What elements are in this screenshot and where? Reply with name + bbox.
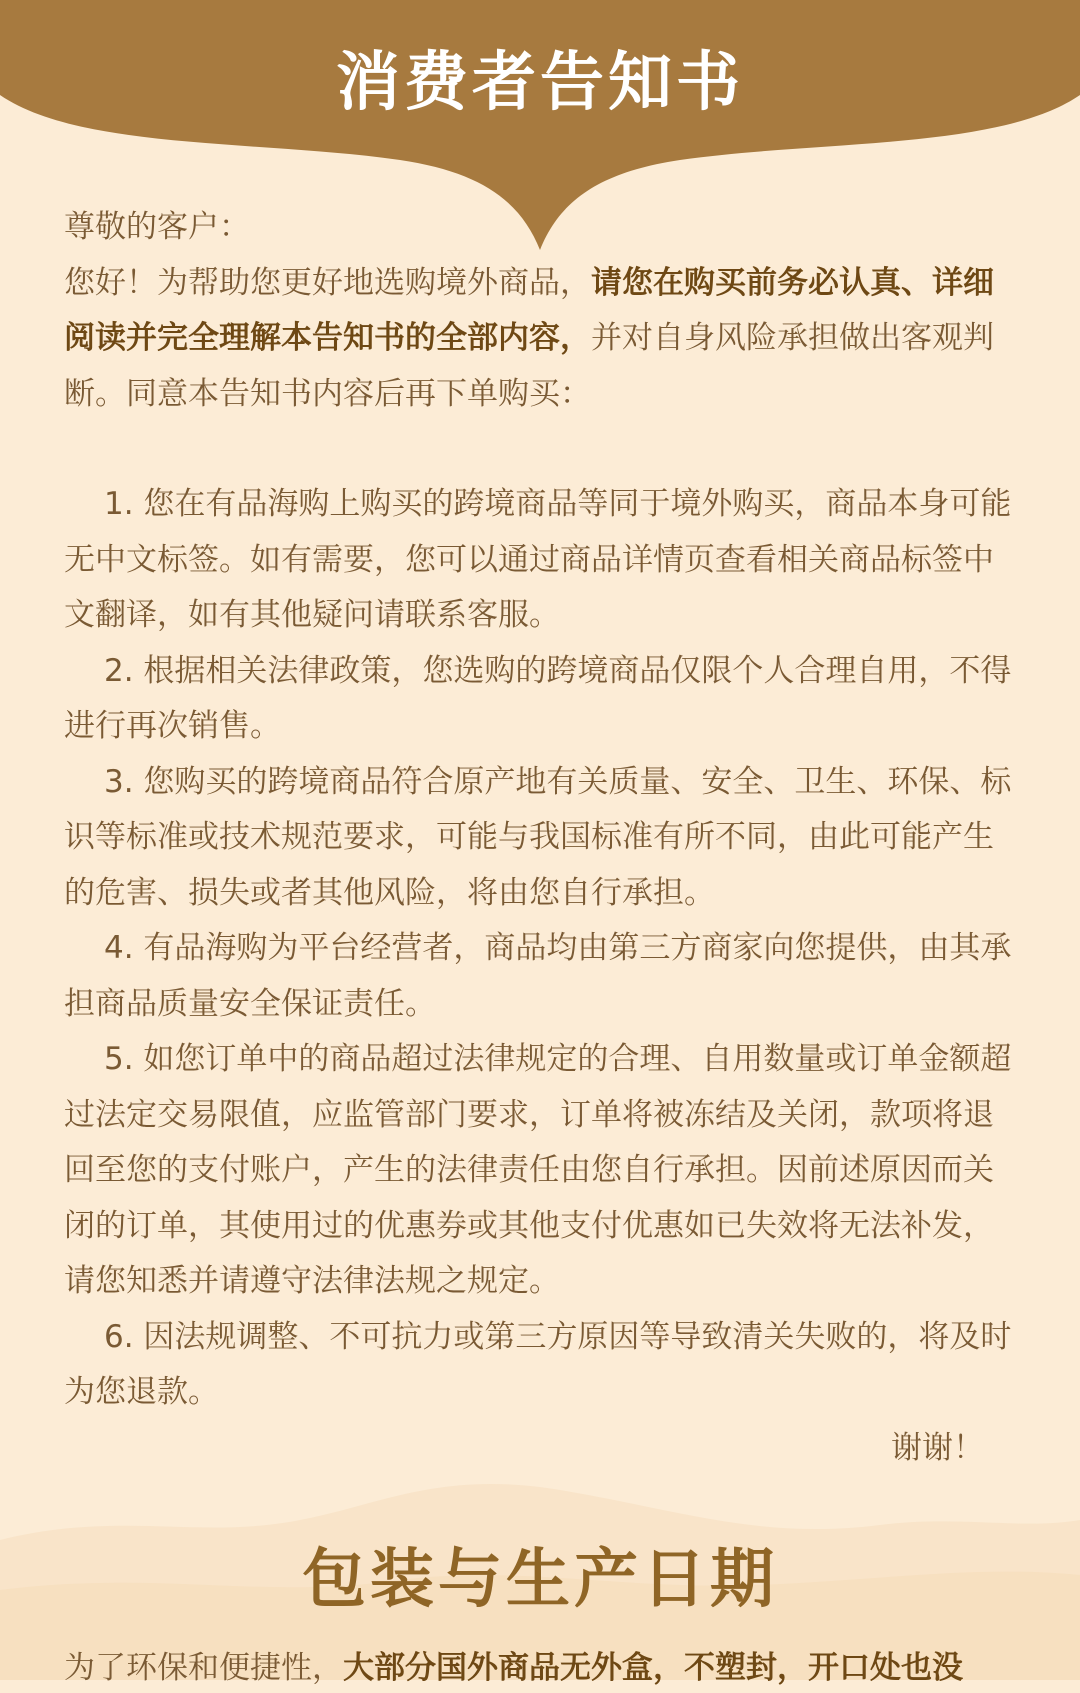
intro-paragraph bbox=[64, 256, 1024, 423]
notice-title: 消费者告知书 bbox=[336, 46, 744, 120]
packaging-section-title: 包装与生产日期 bbox=[302, 1543, 778, 1617]
packaging-intro-text: 为了环保和便捷性， bbox=[64, 1650, 343, 1686]
notice-body bbox=[64, 200, 1024, 1476]
notice-item-4: 4. 有品海购为平台经营者，商品均由第三方商家向您提供，由其承担商品质量安全保证责任。 bbox=[64, 930, 1012, 1022]
intro-text-1: 您好！为帮助您更好地选购境外商品， bbox=[64, 264, 591, 301]
notice-item-3: 3. 您购买的跨境商品符合原产地有关质量、安全、卫生、环保、标识等标准或技术规范要求，可能与我国标准有所不同，由此可能产生的危害、损失或者其他风险，将由您自行承担。 bbox=[64, 763, 1012, 911]
closing-thanks: 谢谢！ bbox=[891, 1429, 984, 1466]
intro-bold-text: 请您在购买前务必认真、详细阅读并完全理解本告知书的全部内容， bbox=[64, 264, 994, 356]
notice-item-1: 1. 您在有品海购上购买的跨境商品等同于境外购买，商品本身可能无中文标签。如有需要，您可以通过商品详情页查看相关商品标签中文翻译，如有其他疑问请联系客服。 bbox=[64, 486, 1012, 633]
greeting: 尊敬的客户： bbox=[64, 209, 250, 245]
notice-item-6: 6. 因法规调整、不可抗力或第三方原因等导致清关失败的，将及时为您退款。 bbox=[64, 1318, 1012, 1410]
intro-text-2: 并对自身风险承担做出客观判断。同意本告知书内容后再下单购买： bbox=[64, 320, 994, 412]
notice-item-2: 2. 根据相关法律政策，您选购的跨境商品仅限个人合理自用，不得进行再次销售。 bbox=[64, 652, 1012, 744]
packaging-intro bbox=[64, 1643, 1044, 1693]
spacer bbox=[64, 422, 1024, 477]
packaging-intro-bold: 大部分国外商品无外盒，不塑封，开口处也没 bbox=[343, 1650, 963, 1686]
notice-item-5: 5. 如您订单中的商品超过法律规定的合理、自用数量或订单金额超过法定交易限值，应监管部门要求，订单将被冻结及关闭，款项将退回至您的支付账户，产生的法律责任由您自行承担。因前述原因而关闭的订单，其使用过的优惠券或其他支付优惠如已失效将无法补发，请您知悉并请遵守法律法规之规定。 bbox=[64, 1041, 1012, 1299]
